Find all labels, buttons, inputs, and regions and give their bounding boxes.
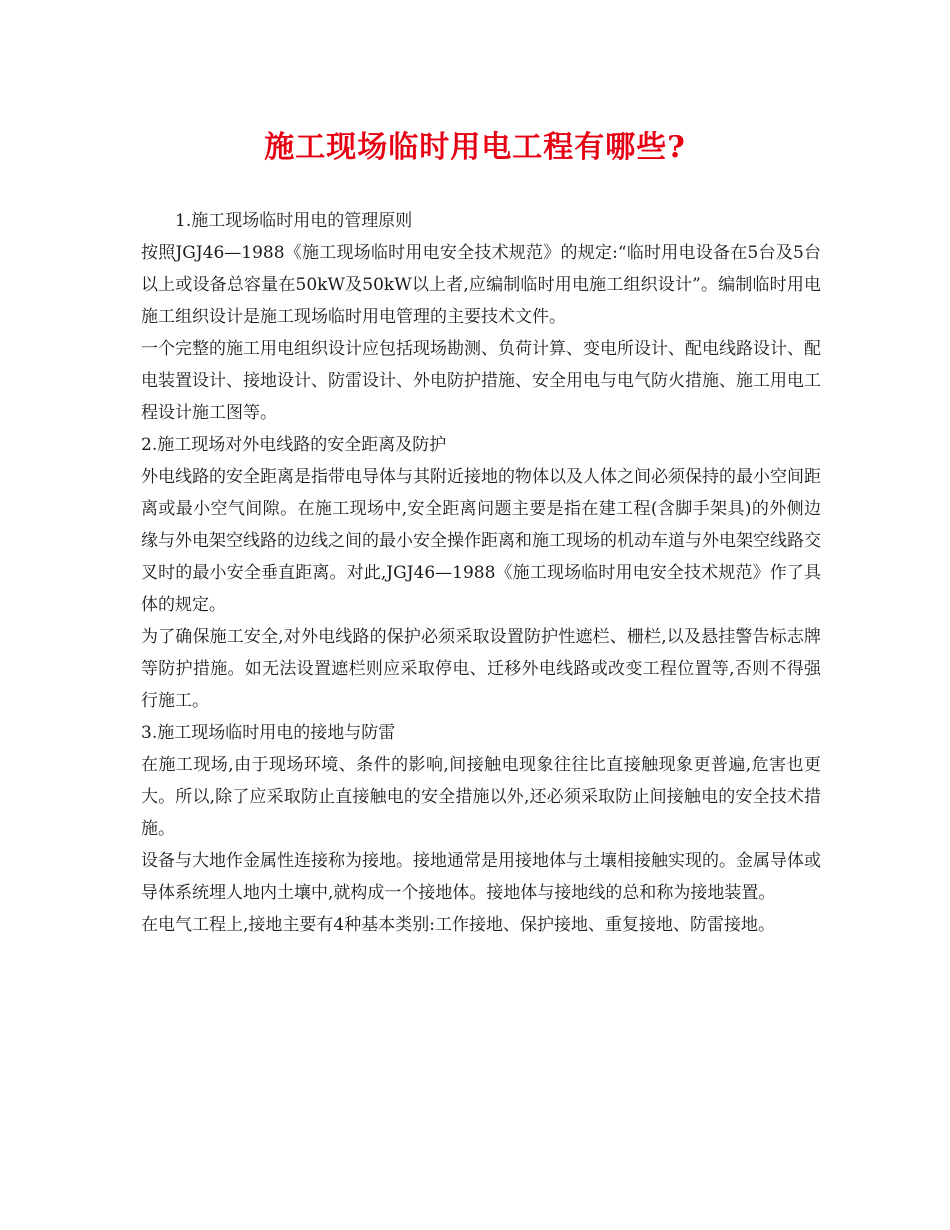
document-title: 施工现场临时用电工程有哪些? — [264, 130, 686, 165]
paragraph: 按照JGJ46—1988《施工现场临时用电安全技术规范》的规定:“临时用电设备在5台及5台以上或设备总容量在50kW及50kW以上者,应编制临时用电施工组织设计”。编制临时用电施工组织设计是施工现场临时用电管理的主要技术文件。 — [141, 243, 821, 327]
document-body — [141, 205, 821, 941]
paragraph: 在电气工程上,接地主要有4种基本类别:工作接地、保护接地、重复接地、防雷接地。 — [141, 915, 775, 935]
paragraph: 一个完整的施工用电组织设计应包括现场勘测、负荷计算、变电所设计、配电线路设计、配电装置设计、接地设计、防雷设计、外电防护措施、安全用电与电气防火措施、施工用电工程设计施工图等。 — [141, 339, 821, 423]
section-heading-3: 3.施工现场临时用电的接地与防雷 — [141, 723, 396, 743]
section-heading-1: 1.施工现场临时用电的管理原则 — [175, 211, 413, 231]
paragraph: 外电线路的安全距离是指带电导体与其附近接地的物体以及人体之间必须保持的最小空间距离或最小空气间隙。在施工现场中,安全距离问题主要是指在建工程(含脚手架具)的外侧边缘与外电架空线路的边线之间的最小安全操作距离和施工现场的机动车道与外电架空线路交叉时的最小安全垂直距离。对此,JGJ46—1988《施工现场临时用电安全技术规范》作了具体的规定。 — [141, 467, 821, 615]
paragraph: 为了确保施工安全,对外电线路的保护必须采取设置防护性遮栏、栅栏,以及悬挂警告标志牌等防护措施。如无法设置遮栏则应采取停电、迁移外电线路或改变工程位置等,否则不得强行施工。 — [141, 627, 821, 711]
paragraph: 设备与大地作金属性连接称为接地。接地通常是用接地体与土壤相接触实现的。金属导体或导体系统埋人地内土壤中,就构成一个接地体。接地体与接地线的总和称为接地装置。 — [141, 851, 821, 903]
section-heading-2: 2.施工现场对外电线路的安全距离及防护 — [141, 435, 447, 455]
paragraph: 在施工现场,由于现场环境、条件的影响,间接触电现象往往比直接触现象更普遍,危害也更大。所以,除了应采取防止直接触电的安全措施以外,还必须采取防止间接触电的安全技术措施。 — [141, 755, 821, 839]
